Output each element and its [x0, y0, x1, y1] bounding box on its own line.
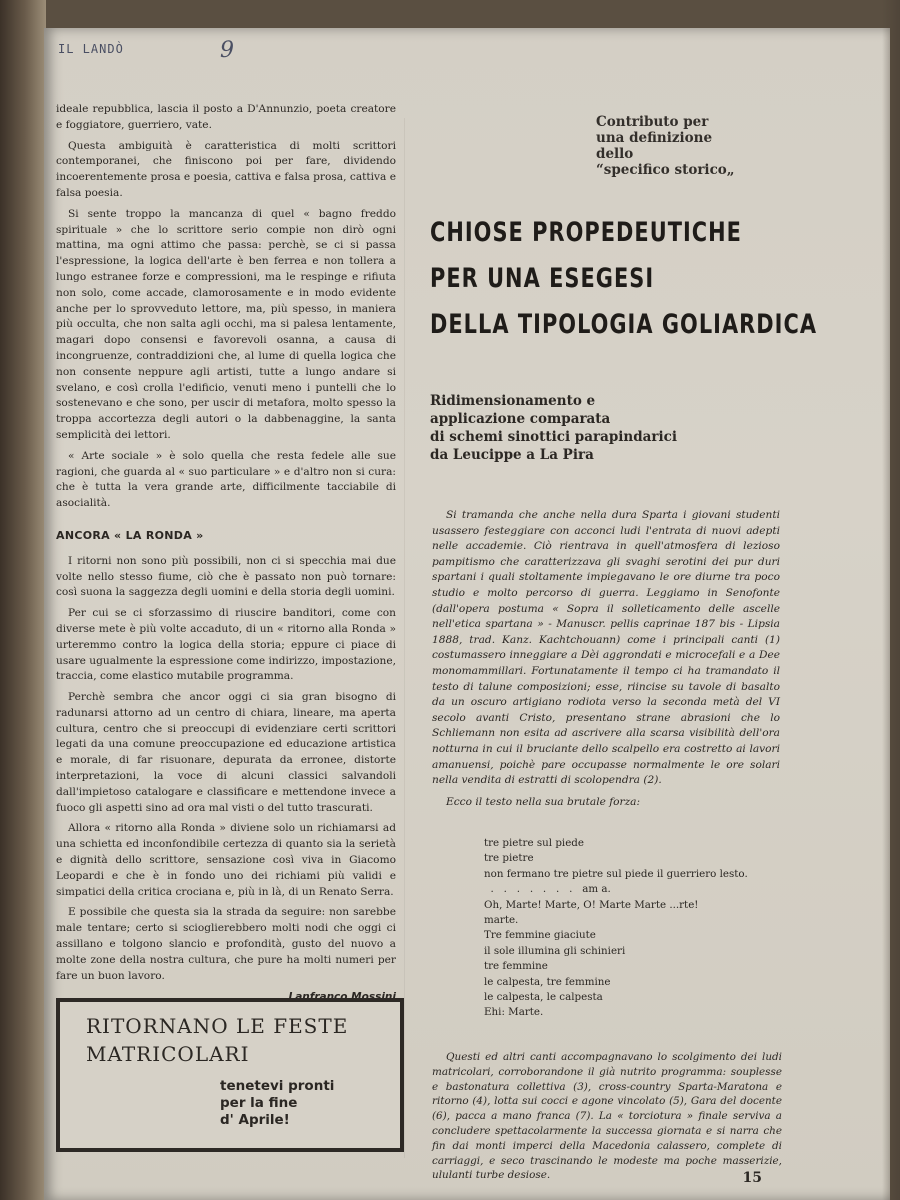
- announcement-sub-line: per la fine: [220, 1095, 298, 1111]
- kicker-line: una definizione: [596, 130, 713, 146]
- poem-line: marte.: [484, 914, 519, 927]
- title-line: CHIOSE PROPEDEUTICHE: [430, 217, 742, 248]
- announcement-title-line: MATRICOLARI: [86, 1042, 250, 1066]
- poem-block: [484, 836, 748, 1021]
- paragraph: Questa ambiguità è caratteristica di molti scrittori contemporanei, che finiscono poi per fare, dividendo incoerentemente prosa e poesia, cattiva e falsa prosa, cattiva e falsa poesia.: [56, 139, 396, 199]
- announcement-sub-line: tenetevi pronti: [220, 1078, 335, 1094]
- poem-line: Oh, Marte! Marte, O! Marte Marte ...rte!: [484, 898, 699, 911]
- poem-line: Tre femmine giaciute: [484, 929, 596, 942]
- paragraph: ideale repubblica, lascia il posto a D'Annunzio, poeta creatore e foggiatore, guerriero, vate.: [56, 103, 396, 131]
- paragraph: « Arte sociale » è solo quella che resta fedele alle sue ragioni, che guarda al « suo particulare » e d'altro non si cura: che è tutta la vera grande arte, difficilmente tacciabile di asocialità.: [56, 449, 396, 510]
- announcement-title: [86, 1012, 348, 1068]
- kicker-line: “specifico storico„: [596, 162, 735, 178]
- column-divider: [404, 118, 405, 1158]
- article-subtitle: [430, 392, 677, 464]
- paragraph: Ecco il testo nella sua brutale forza:: [446, 795, 641, 808]
- poem-line: tre pietre: [484, 852, 534, 865]
- page-edge-shadow: [882, 0, 900, 1200]
- subtitle-line: applicazione comparata: [430, 411, 611, 427]
- poem-line: . . . . . . . am a.: [484, 883, 611, 896]
- page-number: 15: [742, 1170, 762, 1186]
- subtitle-line: di schemi sinottici parapindarici: [430, 429, 678, 445]
- paragraph: Perchè sembra che ancor oggi ci sia gran bisogno di radunarsi attorno ad un centro di chiara, lineare, ma aperta cultura, centro che si preoccupi di evidenziare certi scrittori legati da una comune preoccupazione ed educazione artistica e morale, di far risuonare, depurata da erronee, distorte interpretazioni, la voce di alcuni classici salvandoli dall'impietoso catalogare e classificare e mettendone invece a fuoco gli aspetti sino ad ora mal visti o del tutto trascurati.: [56, 691, 396, 814]
- article-closing: [432, 1050, 782, 1183]
- poem-line: tre femmine: [484, 960, 548, 973]
- section-heading: ANCORA « LA RONDA »: [56, 528, 204, 542]
- announcement-box: [56, 998, 404, 1152]
- paragraph: Per cui se ci sforzassimo di riuscire banditori, come con diverse mete è più volte accaduto, di un « ritorno alla Ronda » urteremmo contro la logica della storia; eppure ci piace di usare ugualmente la espressione come indirizzo, impostazione, traccia, come elastico mutabile programma.: [56, 607, 396, 683]
- handwritten-header: IL LANDÒ: [58, 42, 124, 56]
- announcement-subtitle: [220, 1078, 334, 1129]
- paragraph: Allora « ritorno alla Ronda » diviene solo un richiamarsi ad una schietta ed inconfondibile certezza di quanto sia la serietà e dignità dello scrittore, sensazione così viva in Giacomo Leopardi e che è in fondo uno dei richiami più validi e simpatici della critica crociana e, più in là, di un Renato Serra.: [56, 822, 396, 898]
- kicker-line: Contributo per: [596, 114, 709, 130]
- subtitle-line: Ridimensionamento e: [430, 393, 596, 409]
- article-body: [432, 508, 780, 816]
- poem-line: le calpesta, tre femmine: [484, 975, 611, 988]
- poem-line: le calpesta, le calpesta: [484, 991, 603, 1004]
- subtitle-line: da Leucippe a La Pira: [430, 447, 594, 463]
- article-kicker: [596, 114, 735, 178]
- left-column: [56, 102, 396, 1006]
- paragraph: Si tramanda che anche nella dura Sparta i giovani studenti usassero festeggiare con acconci ludi l'entrata di nuovi adepti nelle accademie. Ciò rientrava in quell'atmosfera di lezioso pampitismo che caratterizzava gli svaghi serotini dei pur duri spartani i quali stoltamente impiegavano le ore diurne tra poco studio e molto percorso di guerra. Leggiamo in Senofonte (dall'opera postuma « Sopra il solleticamento delle ascelle nell'etica spartana » - Manuscr. pellis caprinae 187 bis - Lipsia 1888, trad. Kanz. Kachtchouann) come i principali canti (1) costumassero inneggiare a Dèi aggrondati e microcefali e a Dee monomammillari. Fortunatamente il tempo ci ha tramandato il testo di talune composizioni; esse, riincise su tavole di basalto da un oscuro artigiano rodiota verso la seconda metà del VI secolo avanti Cristo, presentano strane abrasioni che lo Schliemann non esita ad ascrivere alla scarsa visibilità dell'ora notturna in cui il bruciante dello scalpello era costretto ai lavori amanuensi, poichè pare occupasse normalmente le ore solari nella vendita di estratti di scolopendra (2).: [432, 509, 780, 787]
- announcement-title-line: RITORNANO LE FESTE: [86, 1014, 349, 1038]
- paragraph: Questi ed altri canti accompagnavano lo scolgimento dei ludi matricolari, corroborandone il già nutrito programma: souplesse e bastonatura collettiva (3), cross-country Sparta-Maratona e ritorno (4), lotta sui cocci e agone vincolato (5), Gara del docente (6), pacca a mano franca (7). La « torciotura » finale serviva a concludere spettacolarmente la successa giornata e si narra che fin dai monti imperci della Macedonia calassero, complete di carriaggi, e seco trascinando le modeste ma poche masserizie, ululanti turbe desiose.: [432, 1051, 782, 1182]
- announcement-sub-line: d' Aprile!: [220, 1112, 290, 1128]
- paragraph: E possibile che questa sia la strada da seguire: non sarebbe male tentare; certo si scioglierebbero molti nodi che oggi ci assillano e tolgono slancio e profondità, gusto del nuovo a molte zone della nostra cultura, che pure ha molti numeri per fare un buon lavoro.: [56, 906, 396, 982]
- magazine-page: [44, 28, 890, 1200]
- poem-line: tre pietre sul piede: [484, 837, 584, 849]
- title-line: PER UNA ESEGESI: [430, 263, 655, 294]
- paragraph: Si sente troppo la mancanza di quel « bagno freddo spirituale » che lo scrittore serio compie non dirò ogni mattina, ma ogni attimo che passa: perchè, se ci si passa l'espressione, la logica dell'arte è ben ferrea e non tollera a lungo estranee forze e compressioni, ma le respinge e rifiuta non solo, come accade, clamorosamente e in modo evidente anche per lo sprovveduto lettore, ma, più spesso, in maniera più occulta, che non salta agli occhi, ma si palesa lentamente, magari dopo consensi e favorevoli osanna, a causa di incongruenze, contraddizioni che, al lume di quella logica che non consente neppure agli artisti, tutte a lungo andare si svelano, e così crolla l'edificio, venuti meno i puntelli che lo sostenevano e che sono, per uscir di metafora, molto spesso la troppa accortezza degli autori o la dabbenaggine, la santa semplicità dei lettori.: [56, 207, 396, 441]
- handwritten-page-note: 9: [220, 38, 234, 63]
- poem-line: non fermano tre pietre sul piede il guerriero lesto.: [484, 867, 748, 880]
- poem-line: Ehi: Marte.: [484, 1006, 544, 1019]
- kicker-line: dello: [596, 146, 634, 162]
- paragraph: I ritorni non sono più possibili, non ci si specchia mai due volte nello stesso fiume, ciò che è passato non può tornare: così suona la saggezza degli uomini e della storia degli uomini.: [56, 554, 396, 599]
- title-line: DELLA TIPOLOGIA GOLIARDICA: [430, 309, 818, 340]
- poem-line: il sole illumina gli schinieri: [484, 944, 626, 957]
- article-title: [430, 210, 818, 348]
- book-binding: [0, 0, 46, 1200]
